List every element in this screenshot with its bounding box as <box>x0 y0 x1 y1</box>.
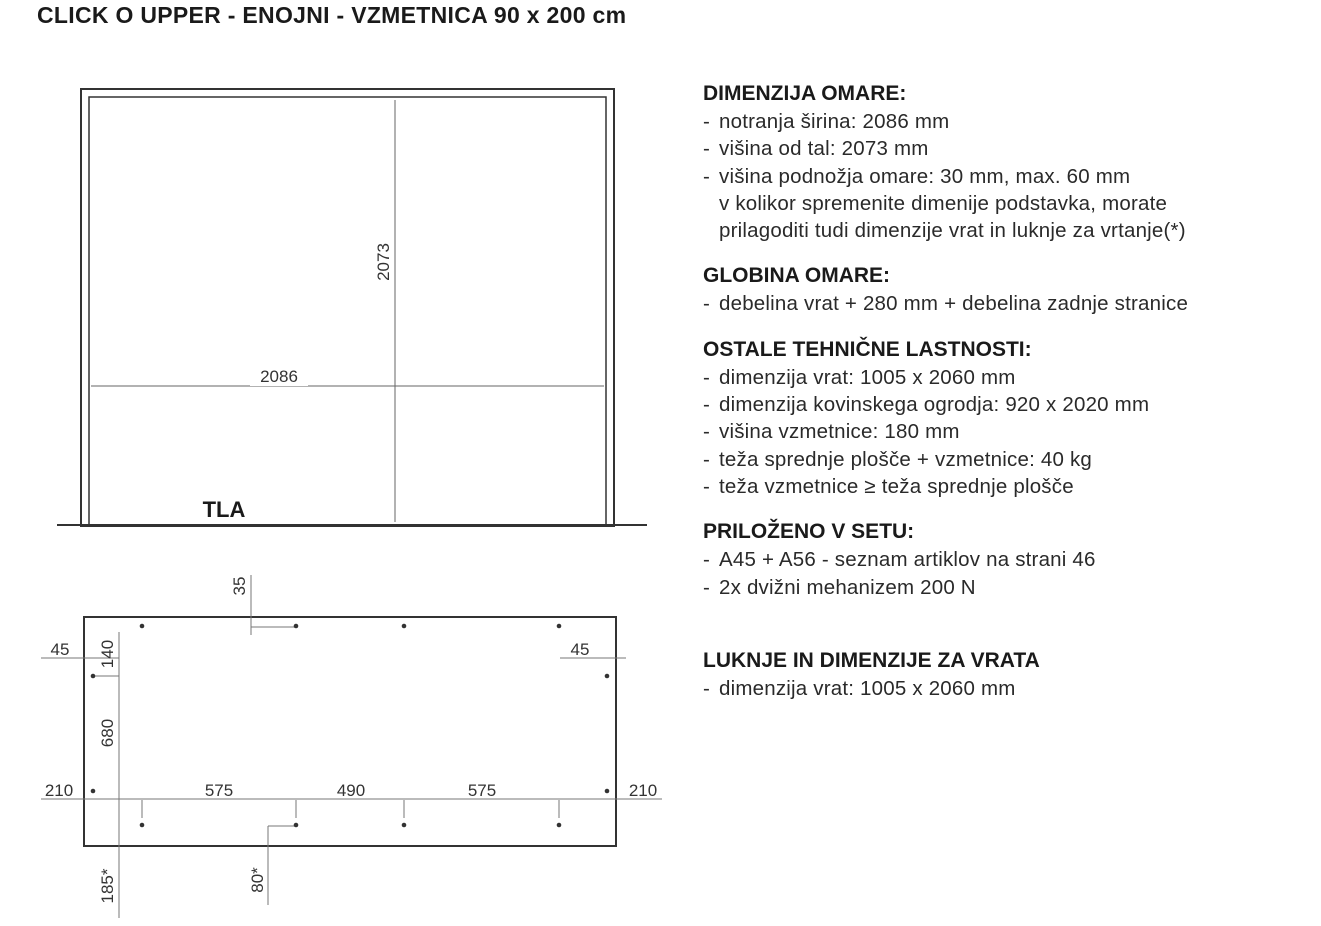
drill-hole <box>91 674 96 679</box>
dim-seg-575-right: 575 <box>467 781 497 800</box>
drill-hole <box>140 624 145 629</box>
dim-seg-575-left: 575 <box>204 781 234 800</box>
included-in-set-heading: PRILOŽENO V SETU: <box>703 520 915 544</box>
cabinet-depth-heading: GLOBINA OMARE: <box>703 264 891 288</box>
drill-hole <box>557 624 562 629</box>
dim-left-210: 210 <box>44 781 74 800</box>
dim-right-210: 210 <box>628 781 658 800</box>
technical-properties-heading: OSTALE TEHNIČNE LASTNOSTI: <box>703 337 1032 361</box>
drill-hole <box>294 823 299 828</box>
spec-item: - notranja širina: 2086 mm <box>703 110 950 133</box>
specs-panel <box>703 80 1313 720</box>
spec-item: - višina podnožja omare: 30 mm, max. 60 mm v kolikor spremenite dimenije podstavka, morate prilagoditi tudi dimenzije vrat in luknje za vrtanje(*) <box>703 163 1313 245</box>
floor-label: TLA <box>202 497 246 522</box>
dim-80-star: 80* <box>248 867 267 893</box>
drill-hole <box>605 789 610 794</box>
drill-hole <box>140 823 145 828</box>
dim-left-45: 45 <box>50 640 70 659</box>
drill-hole <box>402 624 407 629</box>
cabinet-dimensions-section <box>703 80 1313 244</box>
spec-note-line: prilagoditi tudi dimenzije vrat in luknje za vrtanje(*) <box>719 219 1186 243</box>
dim-seg-490: 490 <box>336 781 366 800</box>
spec-item: - višina od tal: 2073 mm <box>703 137 929 161</box>
spec-item: - višina vzmetnice: 180 mm <box>703 420 960 444</box>
drill-hole <box>294 624 299 629</box>
cabinet-outer-frame <box>81 89 614 526</box>
included-in-set-section <box>703 518 1313 601</box>
door-holes-heading: LUKNJE IN DIMENZIJE ZA VRATA <box>703 648 1040 672</box>
cabinet-inner-frame <box>89 97 606 526</box>
door-panel-outline <box>84 617 616 846</box>
dim-top-35: 35 <box>230 576 249 596</box>
dim-680: 680 <box>98 718 117 748</box>
height-dimension-label: 2073 <box>374 243 393 281</box>
technical-properties-section <box>703 336 1313 500</box>
spec-item: - 2x dvižni mehanizem 200 N <box>703 575 976 599</box>
panel-dimension-labels <box>45 577 657 904</box>
spec-item: - A45 + A56 - seznam artiklov na strani 46 <box>703 548 1096 572</box>
spec-note-line: v kolikor spremenite dimenije podstavka, morate <box>719 191 1168 215</box>
page-title: CLICK O UPPER - ENOJNI - VZMETNICA 90 x 200 cm <box>37 2 627 28</box>
spec-item: - debelina vrat + 280 mm + debelina zadnje stranice <box>703 292 1189 316</box>
spec-item: - dimenzija vrat: 1005 x 2060 mm <box>703 365 1016 389</box>
panel-view <box>41 575 662 918</box>
cabinet-dimensions-heading: DIMENZIJA OMARE: <box>703 82 907 105</box>
front-view <box>57 89 647 526</box>
drill-hole <box>557 823 562 828</box>
cabinet-dimensions-list <box>703 108 1313 244</box>
door-holes-section <box>703 647 1313 702</box>
drill-hole <box>605 674 610 679</box>
cabinet-depth-section <box>703 262 1313 317</box>
spec-item: - dimenzija vrat: 1005 x 2060 mm <box>703 676 1016 700</box>
dim-140: 140 <box>98 639 117 669</box>
spec-item: - dimenzija kovinskega ogrodja: 920 x 2020 mm <box>703 393 1150 417</box>
dim-right-45: 45 <box>570 640 590 659</box>
spec-item: - teža sprednje plošče + vzmetnice: 40 kg <box>703 447 1093 471</box>
drill-hole <box>91 789 96 794</box>
spec-item: - teža vzmetnice ≥ teža sprednje plošče <box>703 474 1074 498</box>
dim-185-star: 185* <box>98 868 117 904</box>
width-dimension-label: 2086 <box>260 367 298 386</box>
drill-hole <box>402 823 407 828</box>
